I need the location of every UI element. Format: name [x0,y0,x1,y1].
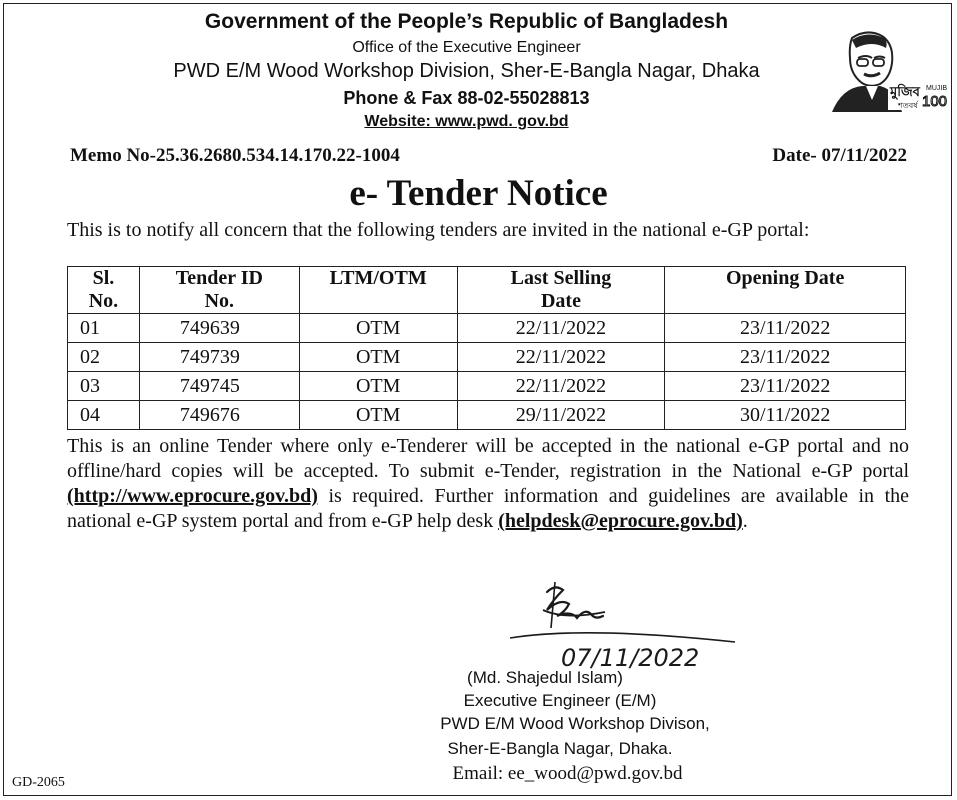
signatory-designation: Executive Engineer (E/M) [463,691,657,710]
header-last-selling: Last Selling Date [457,267,665,314]
table-header-row [68,267,906,314]
signatory-address: Sher-E-Bangla Nagar, Dhaka. [447,739,673,758]
helpdesk-email-link[interactable]: (helpdesk@eprocure.gov.bd) [498,510,743,532]
svg-text:07/11/2022: 07/11/2022 [561,644,700,672]
cell-type: OTM [299,401,457,430]
svg-text:মুজিব: মুজিব [890,85,920,100]
tender-table [67,266,906,430]
header-ltm-otm: LTM/OTM [299,267,457,314]
header-opening-date: Opening Date [665,267,906,314]
cell-opening: 23/11/2022 [665,372,906,401]
svg-text:MUJIB: MUJIB [926,85,947,92]
cell-tender-id: 749745 [139,372,299,401]
cell-opening: 23/11/2022 [665,343,906,372]
table-row [68,401,906,430]
table-row [68,314,906,343]
cell-opening: 23/11/2022 [665,314,906,343]
signatory-email[interactable]: Email: ee_wood@pwd.gov.bd [452,763,683,784]
body-paragraph [67,434,909,534]
svg-text:100: 100 [922,93,948,110]
division-name: PWD E/M Wood Workshop Division, Sher-E-Bangla Nagar, Dhaka [173,60,760,82]
cell-sl: 03 [68,372,140,401]
cell-type: OTM [299,372,457,401]
cell-sl: 01 [68,314,140,343]
cell-sl: 02 [68,343,140,372]
table-row [68,343,906,372]
intro-text: This is to notify all concern that the following tenders are invited in the national e-GP portal: [67,219,810,241]
cell-sl: 04 [68,401,140,430]
cell-last-selling: 22/11/2022 [457,343,665,372]
website-link[interactable]: Website: www.pwd. gov.bd [364,113,569,130]
cell-opening: 30/11/2022 [665,401,906,430]
svg-text:শতবর্ষ: শতবর্ষ [898,101,918,110]
table-row [68,372,906,401]
signature-icon [505,580,765,680]
cell-last-selling: 29/11/2022 [457,401,665,430]
cell-tender-id: 749676 [139,401,299,430]
government-title: Government of the People’s Republic of Bangladesh [204,10,729,33]
header-sl: Sl. No. [68,267,140,314]
notice-title: e- Tender Notice [349,173,608,214]
body-text-1: This is an online Tender where only e-Tenderer will be accepted in the national e-GP portal and no offline/hard copies will be accepted. To submit e-Tender, registration in the National e-GP portal [67,435,909,482]
cell-tender-id: 749639 [139,314,299,343]
cell-type: OTM [299,314,457,343]
signatory-name: (Md. Shajedul Islam) [467,668,623,687]
office-name: Office of the Executive Engineer [352,39,581,56]
memo-number: Memo No-25.36.2680.534.14.170.22-1004 [70,145,400,166]
cell-last-selling: 22/11/2022 [457,372,665,401]
body-text-3: . [742,510,748,532]
footer-code: GD-2065 [12,775,65,790]
signatory-division: PWD E/M Wood Workshop Divison, [440,714,710,733]
body-text-2: is required. Further information and guidelines are available in the national e-GP system portal and from e-GP help desk [67,485,909,532]
notice-date: Date- 07/11/2022 [772,145,907,166]
cell-last-selling: 22/11/2022 [457,314,665,343]
mujib-100-emblem-icon [822,28,948,113]
eprocure-link[interactable]: (http://www.eprocure.gov.bd) [67,485,318,507]
cell-tender-id: 749739 [139,343,299,372]
header-tender-id: Tender ID No. [139,267,299,314]
phone-fax: Phone & Fax 88-02-55028813 [343,88,590,108]
cell-type: OTM [299,343,457,372]
